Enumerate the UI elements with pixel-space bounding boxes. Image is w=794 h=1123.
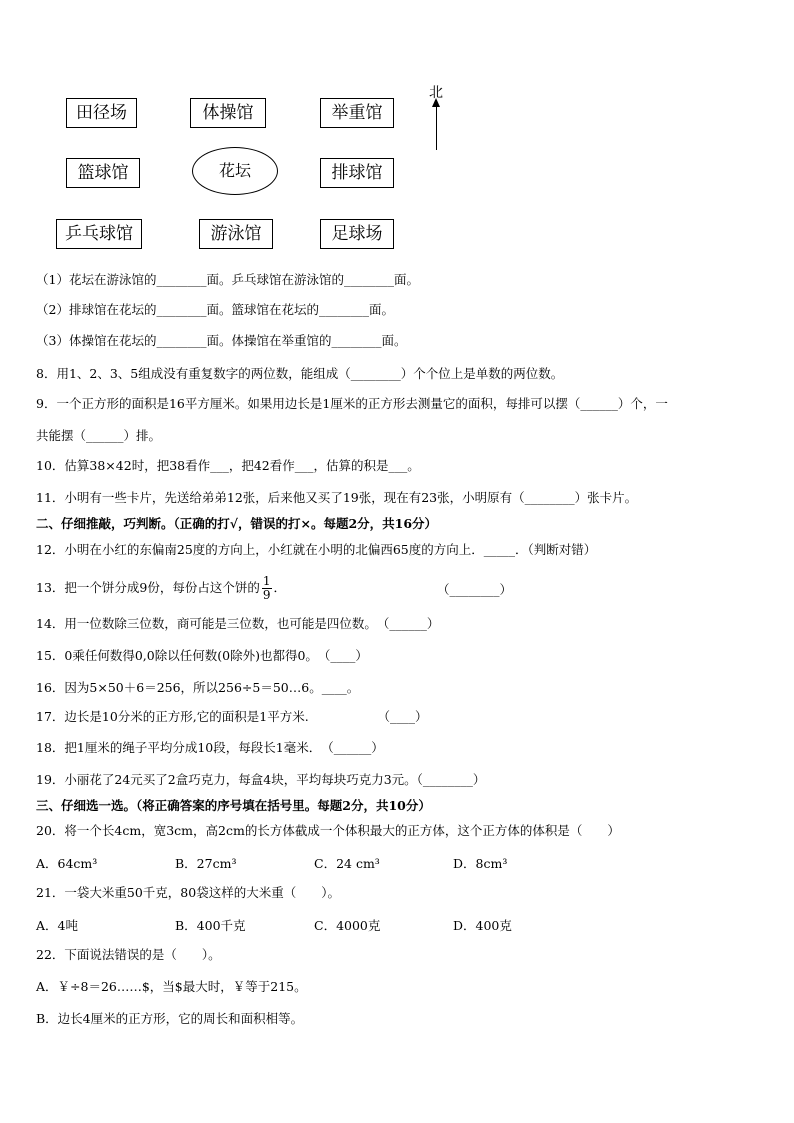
q9-cont: 共能摆（______）排。 xyxy=(36,428,162,443)
q8: 8．用1、2、3、5组成没有重复数字的两位数，能组成（________）个个位上是单数的两位数。 xyxy=(36,366,564,381)
q13 xyxy=(36,570,286,606)
q21-option-c: C．4000克 xyxy=(314,918,381,933)
north-arrow-shaft xyxy=(436,104,437,150)
q14: 14．用一位数除三位数，商可能是三位数，也可能是四位数。 （______） xyxy=(36,616,440,631)
q18: 18．把1厘米的绳子平均分成10段，每段长1毫米． （______） xyxy=(36,740,384,755)
q7-1: （1）花坛在游泳馆的________面。乒乓球馆在游泳馆的________面。 xyxy=(36,272,419,287)
q10: 10．估算38×42时，把38看作___，把42看作___，估算的积是___。 xyxy=(36,458,420,473)
section-3-heading: 三、仔细选一选。（将正确答案的序号填在括号里。每题2分，共10分） xyxy=(36,798,431,813)
fraction-numerator: 1 xyxy=(262,574,271,588)
box-football-field: 足球场 xyxy=(320,219,394,249)
q22-option-a: A．￥÷8＝26……$，当$最大时，￥等于215。 xyxy=(36,979,307,994)
box-track-field: 田径场 xyxy=(66,98,137,128)
q13-text: 13．把一个饼分成9份，每份占这个饼的 xyxy=(36,580,260,595)
box-pingpong-hall: 乒乓球馆 xyxy=(56,219,142,249)
flower-bed-label: 花坛 xyxy=(218,161,251,180)
q22-option-b: B．边长4厘米的正方形，它的周长和面积相等。 xyxy=(36,1011,304,1026)
box-volleyball-hall: 排球馆 xyxy=(320,158,394,188)
q19: 19．小丽花了24元买了2盒巧克力，每盒4块，平均每块巧克力3元。（________） xyxy=(36,772,486,787)
q21-option-d: D．400克 xyxy=(453,918,512,933)
q11: 11．小明有一些卡片，先送给弟弟12张，后来他又买了19张，现在有23张，小明原有（________）张卡片。 xyxy=(36,490,638,505)
fraction-one-ninth xyxy=(262,575,272,602)
q20-option-a: A．64cm³ xyxy=(36,856,98,871)
q20-option-b: B．27cm³ xyxy=(175,856,237,871)
q20: 20．将一个长4cm，宽3cm，高2cm的长方体截成一个体积最大的正方体，这个正方体的体积是（ ） xyxy=(36,823,620,838)
q21-option-a: A．4吨 xyxy=(36,918,78,933)
q13-answer-blank: （________） xyxy=(437,582,513,597)
north-label: 北 xyxy=(429,85,443,101)
q17: 17．边长是10分米的正方形,它的面积是1平方米. （____） xyxy=(36,709,428,724)
fraction-denominator: 9 xyxy=(262,588,271,602)
q13-period: ． xyxy=(273,580,287,595)
q20-option-c: C．24 cm³ xyxy=(314,856,380,871)
q9: 9．一个正方形的面积是16平方厘米。如果用边长是1厘米的正方形去测量它的面积，每排可以摆（______）个，一 xyxy=(36,396,668,411)
q12: 12．小明在小红的东偏南25度的方向上，小红就在小明的北偏西65度的方向上．_____．（判断对错） xyxy=(36,542,597,557)
q22: 22．下面说法错误的是（ ）。 xyxy=(36,947,221,962)
q7-3: （3）体操馆在花坛的________面。体操馆在举重馆的________面。 xyxy=(36,333,407,348)
box-gymnastics-hall: 体操馆 xyxy=(190,98,266,128)
q20-option-d: D．8cm³ xyxy=(453,856,508,871)
q15: 15．0乘任何数得0,0除以任何数(0除外)也都得0。 （____） xyxy=(36,648,368,663)
box-swimming-hall: 游泳馆 xyxy=(199,219,273,249)
section-2-heading: 二、仔细推敲，巧判断。（正确的打√，错误的打×。每题2分，共16分） xyxy=(36,516,438,531)
q7-2: （2）排球馆在花坛的________面。篮球馆在花坛的________面。 xyxy=(36,302,394,317)
q21-option-b: B．400千克 xyxy=(175,918,246,933)
flower-bed-ellipse xyxy=(192,147,278,195)
box-weightlifting-hall: 举重馆 xyxy=(320,98,394,128)
box-basketball-hall: 篮球馆 xyxy=(66,158,140,188)
q21: 21．一袋大米重50千克，80袋这样的大米重（ ）。 xyxy=(36,885,340,900)
q16: 16．因为5×50＋6＝256，所以256÷5＝50…6。____。 xyxy=(36,680,360,695)
